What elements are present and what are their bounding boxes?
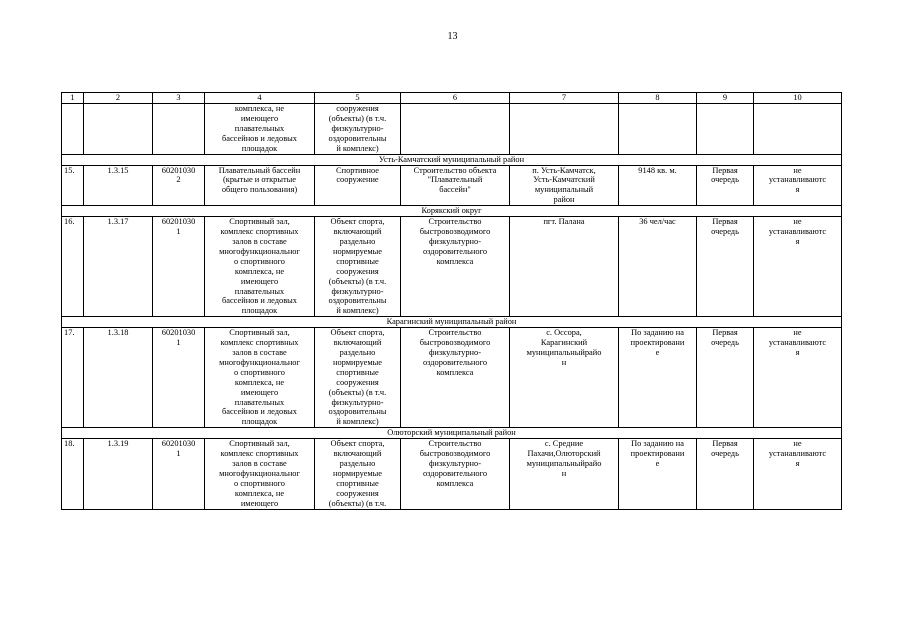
table-cell: 60201030 2 [153,165,205,206]
table-cell: 1.3.17 [84,217,153,317]
table-cell [84,104,153,155]
objects-table [61,92,842,510]
table-cell: Строительство быстровозводимого физкультурно- оздоровительного комплекса [401,328,510,428]
section-row [62,428,842,439]
page-number: 13 [447,31,458,42]
section-title: Усть-Камчатский муниципальный район [62,154,842,165]
table-cell: с. Средние Пахачи,Олюторский муниципальныйрайо н [510,439,619,509]
table-cell: не устанавливаютс я [754,217,842,317]
table-cell: Спортивный зал, комплекс спортивных залов в составе многофункциональног о спортивного комплекса, не имеющего плавательных бассейнов и ледовых площадок [205,328,315,428]
table-cell [510,104,619,155]
section-row [62,206,842,217]
table-cell [62,104,84,155]
column-number: 5 [315,93,401,104]
table-cell: Первая очередь [697,217,754,317]
column-number: 2 [84,93,153,104]
column-numbers-row [62,93,842,104]
continuation-row [62,104,842,155]
row-number: 16. [62,217,84,317]
row-number: 18. [62,439,84,509]
row-number: 17. [62,328,84,428]
table-cell: 60201030 1 [153,217,205,317]
table-cell: 1.3.15 [84,165,153,206]
table-cell: Строительство объекта "Плавательный бассейн" [401,165,510,206]
table-cell: Объект спорта, включающий раздельно нормируемые спортивные сооружения (объекты) (в т.ч. физкультурно- оздоровительны й комплекс) [315,328,401,428]
column-number: 3 [153,93,205,104]
section-title: Олюторский муниципальный район [62,428,842,439]
table-cell [153,104,205,155]
column-number: 10 [754,93,842,104]
table-cell: Первая очередь [697,439,754,509]
table-row [62,165,842,206]
column-number: 9 [697,93,754,104]
table-cell: 1.3.18 [84,328,153,428]
table-cell: 1.3.19 [84,439,153,509]
column-number: 8 [619,93,697,104]
section-row [62,154,842,165]
table-row [62,217,842,317]
table-cell [619,104,697,155]
table-cell: комплекса, не имеющего плавательных бассейнов и ледовых площадок [205,104,315,155]
table-cell: не устанавливаютс я [754,328,842,428]
table-cell: Спортивное сооружение [315,165,401,206]
section-row [62,317,842,328]
table-cell: Объект спорта, включающий раздельно нормируемые спортивные сооружения (объекты) (в т.ч. [315,439,401,509]
table-cell: Спортивный зал, комплекс спортивных залов в составе многофункциональног о спортивного комплекса, не имеющего плавательных бассейнов и ледовых площадок [205,217,315,317]
table-row [62,439,842,509]
section-title: Корякский округ [62,206,842,217]
column-number: 6 [401,93,510,104]
table-cell: 36 чел/час [619,217,697,317]
table-cell: сооружения (объекты) (в т.ч. физкультурно- оздоровительны й комплекс) [315,104,401,155]
table-cell: Первая очередь [697,165,754,206]
table-cell: Строительство быстровозводимого физкультурно- оздоровительного комплекса [401,217,510,317]
column-number: 4 [205,93,315,104]
table-cell: не устанавливаютс я [754,165,842,206]
column-number: 7 [510,93,619,104]
table-cell: Первая очередь [697,328,754,428]
section-title: Карагинский муниципальный район [62,317,842,328]
table-cell: 60201030 1 [153,439,205,509]
table-cell: Спортивный зал, комплекс спортивных залов в составе многофункциональног о спортивного комплекса, не имеющего [205,439,315,509]
table-cell: пгт. Палана [510,217,619,317]
table-row [62,328,842,428]
table-cell: не устанавливаютс я [754,439,842,509]
table-cell: Плавательный бассейн (крытые и открытые общего пользования) [205,165,315,206]
table-cell: Объект спорта, включающий раздельно нормируемые спортивные сооружения (объекты) (в т.ч. физкультурно- оздоровительны й комплекс) [315,217,401,317]
table-cell [697,104,754,155]
table-cell: Строительство быстровозводимого физкультурно- оздоровительного комплекса [401,439,510,509]
table-cell: По заданию на проектировани е [619,328,697,428]
column-number: 1 [62,93,84,104]
table-cell: п. Усть-Камчатск, Усть-Камчатский муниципальный район [510,165,619,206]
row-number: 15. [62,165,84,206]
table-cell [401,104,510,155]
table-cell: По заданию на проектировани е [619,439,697,509]
table-cell: с. Оссора, Карагинский муниципальныйрайо н [510,328,619,428]
table-cell: 60201030 1 [153,328,205,428]
table-cell [754,104,842,155]
table-cell: 9148 кв. м. [619,165,697,206]
